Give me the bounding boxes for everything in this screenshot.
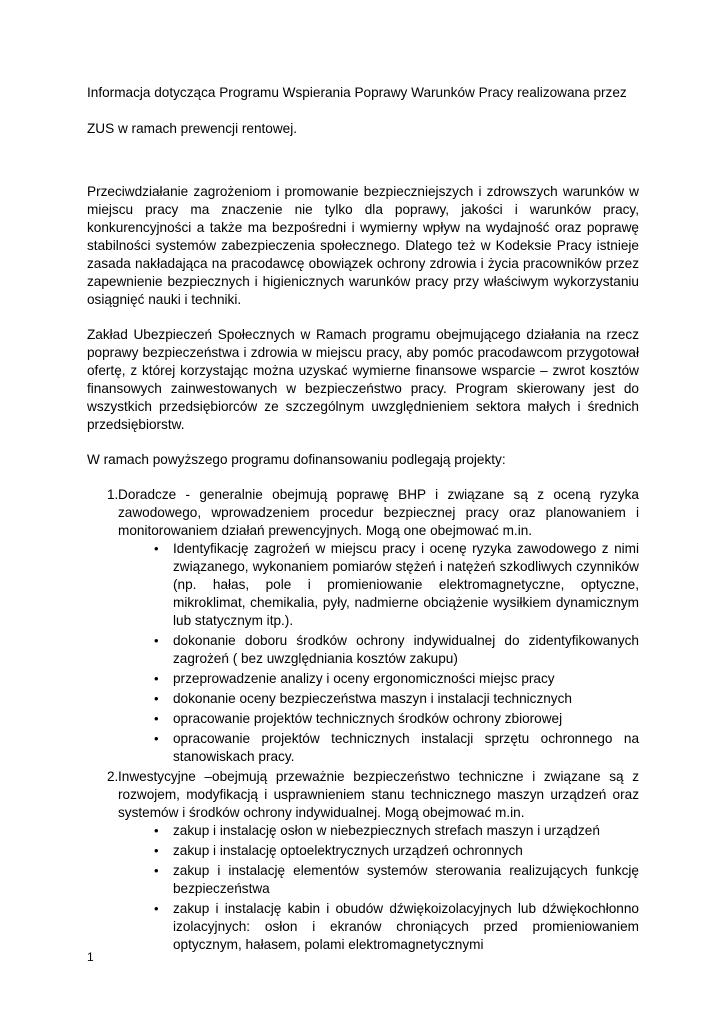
paragraph-intro: Przeciwdziałanie zagrożeniom i promowanie bezpieczniejszych i zdrowszych warunków w miejscu pracy ma znaczenie nie tylko dla poprawy, jakości i warunków pracy, konkurencyjności a także ma bezpośredni i wymierny wpływ na wydajność oraz poprawę stabilności systemów zabezpieczenia społecznego. Dlatego też w Kodeksie Pracy istnieje zasada nakładająca na pracodawcę obowiązek ochrony zdrowia i życia pracowników przez zapewnienie bezpiecznych i higienicznych warunków pracy przy właściwym wykorzystaniu osiągnięć nauki i techniki. — [87, 184, 639, 307]
bullet-item — [118, 670, 639, 688]
bullet-icon: • — [154, 843, 159, 858]
bullet-icon: • — [154, 731, 159, 746]
bullet-icon: • — [154, 823, 159, 838]
list-number: 1. — [107, 487, 119, 502]
list-item-text: Inwestycyjne –obejmują przeważnie bezpieczeństwo techniczne i związane są z rozwojem, modyfikacją i usprawnieniem stanu technicznego maszyn urządzeń oraz systemów i środków ochrony indywidualnej. Mogą obejmować m.in. — [118, 769, 639, 820]
list-item — [87, 768, 639, 954]
bullet-text: Identyfikację zagrożeń w miejscu pracy i ocenę ryzyka zawodowego z nimi związanego, wykonaniem pomiarów stężeń i natężeń szkodliwych czynników (np. hałas, pole i promieniowanie elektromagnetyczne, optyczne, mikroklimat, chemikalia, pyły, nadmierne obciążenie wysiłkiem dynamicznym lub statycznym itp.). — [173, 541, 639, 628]
bullet-item — [118, 632, 639, 668]
project-list — [87, 486, 639, 954]
bullet-item — [118, 842, 639, 860]
bullet-text: zakup i instalację kabin i obudów dźwiękoizolacyjnych lub dźwiękochłonno izolacyjnych: osłon i ekranów chroniących przed promieniowaniem optycznym, hałasem, polami elektromagnetycznymi — [173, 901, 639, 952]
bullet-text: dokonanie oceny bezpieczeństwa maszyn i instalacji technicznych — [173, 691, 572, 706]
bullet-text: dokonanie doboru środków ochrony indywidualnej do zidentyfikowanych zagrożeń ( bez uwzględniania kosztów zakupu) — [173, 633, 639, 666]
list-number: 2. — [107, 769, 119, 784]
bullet-item — [118, 690, 639, 708]
paragraph-projects: W ramach powyższego programu dofinansowaniu podlegają projekty: — [87, 452, 506, 467]
bullet-icon: • — [154, 541, 159, 556]
paragraph-program: Zakład Ubezpieczeń Społecznych w Ramach programu obejmującego działania na rzecz poprawy bezpieczeństwa i zdrowia w miejscu pracy, aby pomóc pracodawcom przygotował ofertę, z której korzystając można uzyskać wymierne finansowe wsparcie – zwrot kosztów finansowych zainwestowanych w bezpieczeństwo pracy. Program skierowany jest do wszystkich przedsiębiorców ze szczególnym uwzględnieniem sektora małych i średnich przedsiębiorstw. — [87, 327, 639, 432]
bullet-icon: • — [154, 691, 159, 706]
bullet-icon: • — [154, 863, 159, 878]
bullet-list — [118, 822, 639, 954]
bullet-text: zakup i instalację osłon w niebezpiecznych strefach maszyn i urządzeń — [173, 823, 600, 838]
list-item-text: Doradcze - generalnie obejmują poprawę BHP i związane są z oceną ryzyka zawodowego, wprowadzeniem procedur bezpiecznej pracy oraz planowaniem i monitorowaniem działań prewencyjnych. Mogą one obejmować m.in. — [118, 487, 639, 538]
bullet-icon: • — [154, 711, 159, 726]
bullet-item — [118, 900, 639, 954]
bullet-icon: • — [154, 671, 159, 686]
bullet-item — [118, 730, 639, 766]
page-number: 1 — [87, 950, 94, 964]
bullet-icon: • — [154, 901, 159, 916]
bullet-item — [118, 822, 639, 840]
bullet-text: opracowanie projektów technicznych środków ochrony zbiorowej — [173, 711, 563, 726]
bullet-text: przeprowadzenie analizy i oceny ergonomiczności miejsc pracy — [173, 671, 555, 686]
bullet-text: zakup i instalację optoelektrycznych urządzeń ochronnych — [173, 843, 523, 858]
bullet-text: zakup i instalację elementów systemów sterowania realizujących funkcję bezpieczeństwa — [173, 863, 639, 896]
document-body — [87, 84, 639, 956]
bullet-icon: • — [154, 633, 159, 648]
bullet-item — [118, 540, 639, 630]
bullet-item — [118, 862, 639, 898]
title-line-2: ZUS w ramach prewencji rentowej. — [87, 121, 298, 136]
bullet-list — [118, 540, 639, 766]
bullet-text: opracowanie projektów technicznych instalacji sprzętu ochronnego na stanowiskach pracy. — [173, 731, 639, 764]
list-item — [87, 486, 639, 766]
bullet-item — [118, 710, 639, 728]
title-line-1: Informacja dotycząca Programu Wspierania Poprawy Warunków Pracy realizowana przez — [87, 85, 627, 100]
